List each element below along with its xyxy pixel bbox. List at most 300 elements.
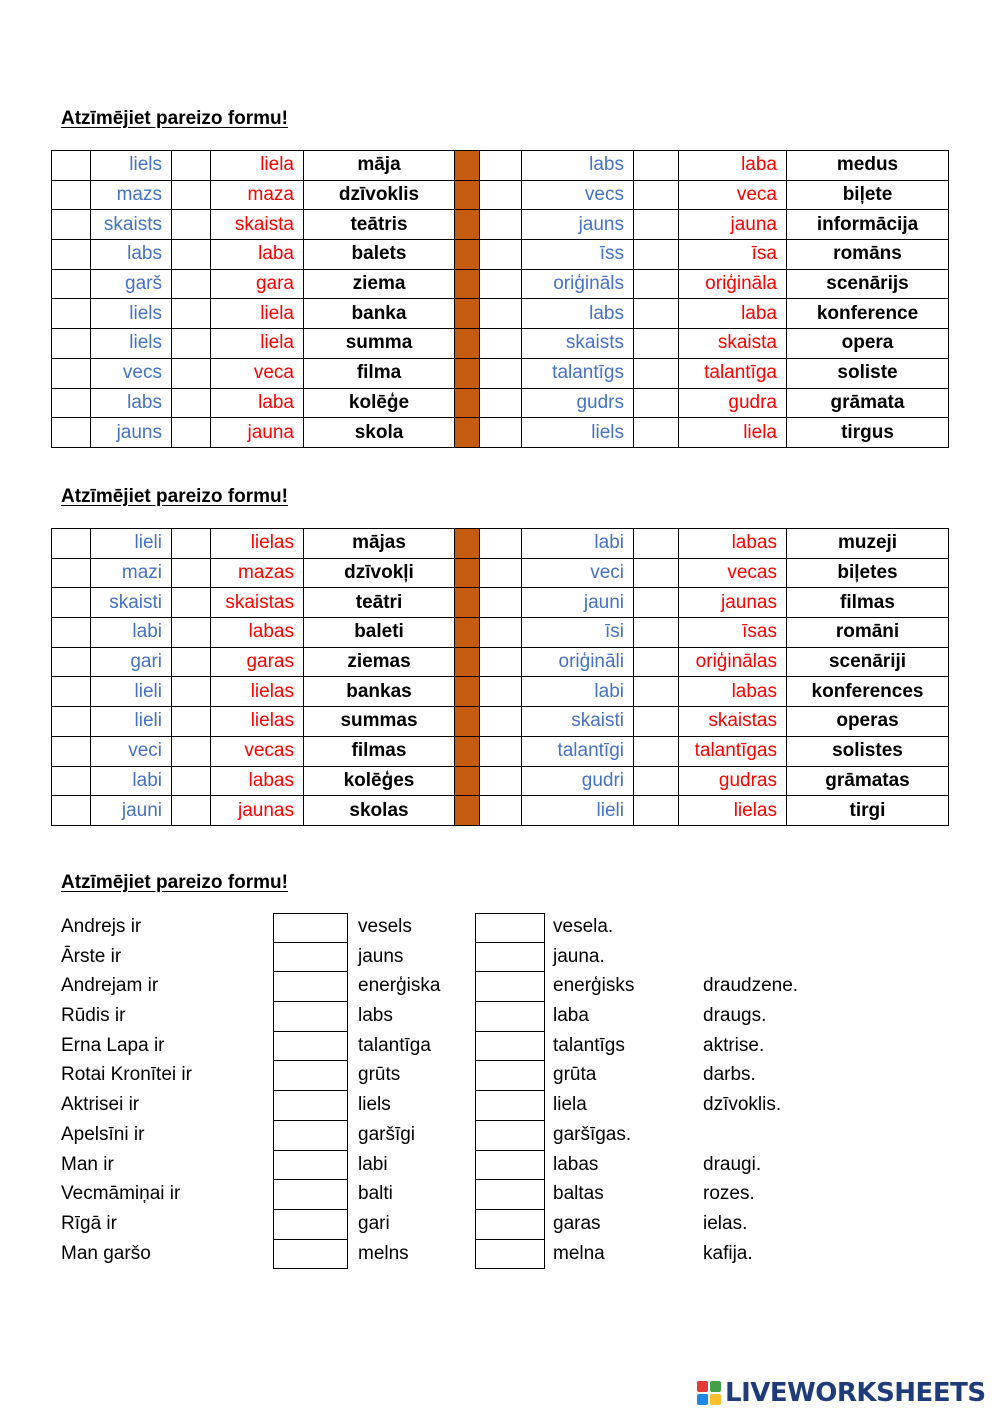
answer-checkbox[interactable]	[634, 529, 679, 559]
answer-checkbox[interactable]	[480, 707, 522, 737]
adjective-feminine: lielas	[211, 529, 304, 559]
option-1: labi	[358, 1153, 388, 1175]
adjective-feminine: vecas	[679, 558, 787, 588]
adjective-feminine: garas	[211, 647, 304, 677]
sentence-subject: Rūdis ir	[61, 1005, 126, 1027]
adjective-masculine: lieli	[91, 677, 172, 707]
noun: teātri	[304, 588, 455, 618]
sentence-subject: Rotai Kronītei ir	[61, 1064, 192, 1086]
adjective-masculine: oriģināli	[522, 647, 634, 677]
noun: solistes	[787, 736, 949, 766]
answer-checkbox[interactable]	[475, 1061, 545, 1091]
sentence-row	[61, 1091, 941, 1121]
answer-checkbox[interactable]	[273, 1121, 348, 1151]
noun: tirgus	[787, 418, 949, 448]
sentence-subject: Erna Lapa ir	[61, 1034, 165, 1056]
sentence-subject: Vecmāmiņai ir	[61, 1183, 181, 1205]
table-row	[52, 588, 949, 618]
option-1: gari	[358, 1212, 390, 1234]
adjective-feminine: talantīgas	[679, 736, 787, 766]
noun: banka	[304, 299, 455, 329]
sentence-row	[61, 1240, 941, 1270]
adjective-feminine: laba	[211, 388, 304, 418]
answer-checkbox[interactable]	[480, 358, 522, 388]
noun: skolas	[304, 796, 455, 826]
sentence-row	[61, 1180, 941, 1210]
sentence-row	[61, 1210, 941, 1240]
answer-checkbox[interactable]	[273, 1240, 348, 1270]
column-separator	[455, 707, 480, 737]
answer-checkbox[interactable]	[52, 210, 91, 240]
option-2: grūta	[553, 1064, 597, 1086]
option-1: talantīga	[358, 1034, 431, 1056]
column-separator	[455, 358, 480, 388]
adjective-masculine: lieli	[522, 796, 634, 826]
answer-checkbox[interactable]	[172, 240, 211, 270]
adjective-feminine: jaunas	[211, 796, 304, 826]
answer-checkbox[interactable]	[273, 913, 348, 943]
column-separator	[455, 588, 480, 618]
table-row	[52, 618, 949, 648]
adjective-feminine: labas	[679, 529, 787, 559]
adjective-feminine: lielas	[679, 796, 787, 826]
column-separator	[455, 618, 480, 648]
answer-checkbox[interactable]	[172, 418, 211, 448]
adjective-feminine: skaista	[679, 329, 787, 359]
answer-checkbox[interactable]	[634, 151, 679, 181]
answer-checkbox[interactable]	[172, 180, 211, 210]
table-row	[52, 558, 949, 588]
answer-checkbox[interactable]	[634, 588, 679, 618]
sentence-row	[61, 1121, 941, 1151]
sentence-noun: draugs.	[703, 1005, 767, 1027]
adjective-masculine: jauni	[522, 588, 634, 618]
adjective-feminine: labas	[679, 677, 787, 707]
answer-checkbox[interactable]	[172, 796, 211, 826]
noun: filmas	[304, 736, 455, 766]
answer-checkbox[interactable]	[475, 943, 545, 973]
option-2: vesela.	[553, 916, 614, 937]
noun: grāmatas	[787, 766, 949, 796]
answer-checkbox[interactable]	[634, 358, 679, 388]
answer-checkbox[interactable]	[172, 558, 211, 588]
answer-checkbox[interactable]	[52, 618, 91, 648]
exercise-1-table	[51, 150, 949, 448]
adjective-feminine: oriģināla	[679, 269, 787, 299]
table-row	[52, 180, 949, 210]
noun: dzīvokļi	[304, 558, 455, 588]
answer-checkbox[interactable]	[634, 329, 679, 359]
answer-checkbox[interactable]	[634, 677, 679, 707]
answer-checkbox[interactable]	[480, 558, 522, 588]
noun: māja	[304, 151, 455, 181]
noun: bankas	[304, 677, 455, 707]
sentence-noun: draudzene.	[703, 975, 799, 997]
answer-checkbox[interactable]	[475, 1002, 545, 1032]
sentence-subject: Apelsīni ir	[61, 1123, 145, 1145]
answer-checkbox[interactable]	[52, 358, 91, 388]
adjective-masculine: skaists	[522, 329, 634, 359]
answer-checkbox[interactable]	[634, 618, 679, 648]
answer-checkbox[interactable]	[480, 677, 522, 707]
answer-checkbox[interactable]	[273, 972, 348, 1002]
answer-checkbox[interactable]	[52, 329, 91, 359]
adjective-masculine: garš	[91, 269, 172, 299]
option-2: labas	[553, 1153, 599, 1175]
sentence-subject: Andrejam ir	[61, 975, 159, 997]
adjective-masculine: labs	[522, 299, 634, 329]
logo-square-1	[697, 1381, 708, 1392]
answer-checkbox[interactable]	[52, 529, 91, 559]
sentence-subject: Rīgā ir	[61, 1212, 117, 1234]
column-separator	[455, 269, 480, 299]
option-1: balti	[358, 1183, 393, 1205]
answer-checkbox[interactable]	[172, 329, 211, 359]
adjective-masculine: liels	[522, 418, 634, 448]
answer-checkbox[interactable]	[634, 210, 679, 240]
answer-checkbox[interactable]	[172, 647, 211, 677]
adjective-feminine: laba	[679, 299, 787, 329]
answer-checkbox[interactable]	[172, 588, 211, 618]
adjective-feminine: mazas	[211, 558, 304, 588]
table-row	[52, 388, 949, 418]
noun: informācija	[787, 210, 949, 240]
sentence-row	[61, 913, 941, 943]
sentence-noun: darbs.	[703, 1064, 756, 1086]
adjective-masculine: labi	[522, 677, 634, 707]
adjective-masculine: lieli	[91, 707, 172, 737]
adjective-feminine: lielas	[211, 707, 304, 737]
option-1: grūts	[358, 1064, 401, 1086]
exercise-3-heading: Atzīmējiet pareizo formu!	[61, 872, 288, 893]
column-separator	[455, 558, 480, 588]
answer-checkbox[interactable]	[172, 299, 211, 329]
adjective-feminine: liela	[211, 299, 304, 329]
answer-checkbox[interactable]	[634, 736, 679, 766]
adjective-feminine: jaunas	[679, 588, 787, 618]
answer-checkbox[interactable]	[52, 588, 91, 618]
answer-checkbox[interactable]	[52, 388, 91, 418]
table-row	[52, 269, 949, 299]
adjective-feminine: labas	[211, 618, 304, 648]
adjective-feminine: labas	[211, 766, 304, 796]
answer-checkbox[interactable]	[273, 1061, 348, 1091]
answer-checkbox[interactable]	[475, 913, 545, 943]
adjective-masculine: liels	[91, 329, 172, 359]
column-separator	[455, 299, 480, 329]
answer-checkbox[interactable]	[52, 647, 91, 677]
answer-checkbox[interactable]	[475, 1151, 545, 1181]
noun: ziema	[304, 269, 455, 299]
answer-checkbox[interactable]	[480, 299, 522, 329]
sentence-subject: Man ir	[61, 1153, 114, 1175]
option-1: garšīgi	[358, 1123, 416, 1145]
option-1: jauns	[358, 945, 404, 967]
answer-checkbox[interactable]	[52, 151, 91, 181]
noun: summa	[304, 329, 455, 359]
adjective-feminine: laba	[679, 151, 787, 181]
adjective-feminine: lielas	[211, 677, 304, 707]
column-separator	[455, 180, 480, 210]
adjective-masculine: mazi	[91, 558, 172, 588]
logo-text: LIVEWORKSHEETS	[725, 1378, 986, 1408]
adjective-feminine: skaistas	[211, 588, 304, 618]
option-2: garšīgas.	[553, 1123, 632, 1145]
answer-checkbox[interactable]	[634, 240, 679, 270]
logo-icon	[697, 1381, 721, 1405]
answer-checkbox[interactable]	[480, 529, 522, 559]
table-row	[52, 151, 949, 181]
noun: summas	[304, 707, 455, 737]
answer-checkbox[interactable]	[52, 736, 91, 766]
adjective-feminine: liela	[211, 329, 304, 359]
table-row	[52, 529, 949, 559]
adjective-feminine: skaista	[211, 210, 304, 240]
answer-checkbox[interactable]	[480, 151, 522, 181]
logo-square-2	[710, 1381, 721, 1392]
sentence-noun: draugi.	[703, 1153, 762, 1175]
answer-checkbox[interactable]	[480, 736, 522, 766]
answer-checkbox[interactable]	[480, 180, 522, 210]
answer-checkbox[interactable]	[634, 796, 679, 826]
adjective-masculine: jauns	[522, 210, 634, 240]
answer-checkbox[interactable]	[634, 418, 679, 448]
noun: biļete	[787, 180, 949, 210]
answer-checkbox[interactable]	[634, 766, 679, 796]
option-1: vesels	[358, 916, 412, 937]
answer-checkbox[interactable]	[172, 618, 211, 648]
noun: mājas	[304, 529, 455, 559]
adjective-feminine: īsa	[679, 240, 787, 270]
noun: scenāriji	[787, 647, 949, 677]
answer-checkbox[interactable]	[273, 943, 348, 973]
option-2: melna	[553, 1242, 605, 1264]
noun: ziemas	[304, 647, 455, 677]
adjective-masculine: veci	[522, 558, 634, 588]
answer-checkbox[interactable]	[172, 358, 211, 388]
answer-checkbox[interactable]	[52, 766, 91, 796]
adjective-masculine: mazs	[91, 180, 172, 210]
answer-checkbox[interactable]	[172, 529, 211, 559]
answer-checkbox[interactable]	[52, 240, 91, 270]
adjective-feminine: gara	[211, 269, 304, 299]
noun: konference	[787, 299, 949, 329]
noun: baleti	[304, 618, 455, 648]
answer-checkbox[interactable]	[480, 588, 522, 618]
adjective-masculine: skaists	[91, 210, 172, 240]
option-2: baltas	[553, 1183, 604, 1205]
noun: scenārijs	[787, 269, 949, 299]
adjective-masculine: labs	[91, 240, 172, 270]
option-2: talantīgs	[553, 1034, 625, 1056]
answer-checkbox[interactable]	[480, 269, 522, 299]
noun: filmas	[787, 588, 949, 618]
answer-checkbox[interactable]	[172, 766, 211, 796]
answer-checkbox[interactable]	[273, 1002, 348, 1032]
adjective-masculine: gudrs	[522, 388, 634, 418]
noun: operas	[787, 707, 949, 737]
answer-checkbox[interactable]	[475, 972, 545, 1002]
table-row	[52, 418, 949, 448]
adjective-masculine: liels	[91, 299, 172, 329]
adjective-feminine: īsas	[679, 618, 787, 648]
answer-checkbox[interactable]	[52, 269, 91, 299]
column-separator	[455, 766, 480, 796]
exercise-1-heading: Atzīmējiet pareizo formu!	[61, 108, 288, 129]
answer-checkbox[interactable]	[172, 210, 211, 240]
sentence-noun: rozes.	[703, 1183, 755, 1205]
option-2: garas	[553, 1212, 601, 1234]
answer-checkbox[interactable]	[172, 736, 211, 766]
column-separator	[455, 210, 480, 240]
answer-checkbox[interactable]	[634, 388, 679, 418]
answer-checkbox[interactable]	[52, 796, 91, 826]
table-row	[52, 240, 949, 270]
noun: soliste	[787, 358, 949, 388]
adjective-feminine: gudras	[679, 766, 787, 796]
adjective-masculine: labs	[522, 151, 634, 181]
column-separator	[455, 418, 480, 448]
answer-checkbox[interactable]	[475, 1121, 545, 1151]
answer-checkbox[interactable]	[480, 766, 522, 796]
answer-checkbox[interactable]	[634, 269, 679, 299]
adjective-feminine: jauna	[679, 210, 787, 240]
noun: konferences	[787, 677, 949, 707]
answer-checkbox[interactable]	[480, 418, 522, 448]
sentence-noun: ielas.	[703, 1212, 748, 1234]
sentence-subject: Andrejs ir	[61, 916, 142, 937]
adjective-masculine: lieli	[91, 529, 172, 559]
answer-checkbox[interactable]	[172, 269, 211, 299]
noun: muzeji	[787, 529, 949, 559]
exercise-2-heading: Atzīmējiet pareizo formu!	[61, 486, 288, 507]
logo-square-4	[710, 1394, 721, 1405]
answer-checkbox[interactable]	[273, 1180, 348, 1210]
sentence-subject: Ārste ir	[61, 945, 122, 967]
adjective-feminine: jauna	[211, 418, 304, 448]
option-2: laba	[553, 1005, 589, 1027]
adjective-feminine: gudra	[679, 388, 787, 418]
noun: teātris	[304, 210, 455, 240]
answer-checkbox[interactable]	[172, 677, 211, 707]
answer-checkbox[interactable]	[273, 1032, 348, 1062]
noun: filma	[304, 358, 455, 388]
adjective-masculine: īss	[522, 240, 634, 270]
adjective-feminine: talantīga	[679, 358, 787, 388]
table-row	[52, 210, 949, 240]
answer-checkbox[interactable]	[480, 329, 522, 359]
noun: romāns	[787, 240, 949, 270]
table-row	[52, 647, 949, 677]
answer-checkbox[interactable]	[52, 299, 91, 329]
answer-checkbox[interactable]	[475, 1180, 545, 1210]
answer-checkbox[interactable]	[273, 1151, 348, 1181]
answer-checkbox[interactable]	[172, 388, 211, 418]
answer-checkbox[interactable]	[172, 707, 211, 737]
table-row	[52, 329, 949, 359]
adjective-feminine: vecas	[211, 736, 304, 766]
option-2: jauna.	[553, 945, 605, 967]
answer-checkbox[interactable]	[52, 558, 91, 588]
adjective-masculine: oriģināls	[522, 269, 634, 299]
table-row	[52, 796, 949, 826]
adjective-masculine: talantīgi	[522, 736, 634, 766]
answer-checkbox[interactable]	[634, 707, 679, 737]
answer-checkbox[interactable]	[52, 180, 91, 210]
adjective-feminine: oriģinālas	[679, 647, 787, 677]
adjective-masculine: labs	[91, 388, 172, 418]
answer-checkbox[interactable]	[634, 558, 679, 588]
adjective-masculine: labi	[91, 618, 172, 648]
column-separator	[455, 796, 480, 826]
noun: kolēģe	[304, 388, 455, 418]
answer-checkbox[interactable]	[172, 151, 211, 181]
adjective-masculine: gudri	[522, 766, 634, 796]
answer-checkbox[interactable]	[480, 796, 522, 826]
answer-checkbox[interactable]	[634, 299, 679, 329]
option-1: liels	[358, 1094, 391, 1116]
adjective-masculine: gari	[91, 647, 172, 677]
table-row	[52, 358, 949, 388]
answer-checkbox[interactable]	[273, 1210, 348, 1240]
option-1: enerģiska	[358, 975, 441, 997]
table-row	[52, 736, 949, 766]
answer-checkbox[interactable]	[480, 240, 522, 270]
table-row	[52, 299, 949, 329]
answer-checkbox[interactable]	[634, 180, 679, 210]
sentence-subject: Man garšo	[61, 1242, 151, 1264]
column-separator	[455, 529, 480, 559]
adjective-masculine: īsi	[522, 618, 634, 648]
answer-checkbox[interactable]	[475, 1240, 545, 1270]
noun: balets	[304, 240, 455, 270]
answer-checkbox[interactable]	[475, 1210, 545, 1240]
column-separator	[455, 677, 480, 707]
noun: opera	[787, 329, 949, 359]
answer-checkbox[interactable]	[480, 388, 522, 418]
noun: skola	[304, 418, 455, 448]
adjective-masculine: jauns	[91, 418, 172, 448]
adjective-feminine: laba	[211, 240, 304, 270]
adjective-feminine: maza	[211, 180, 304, 210]
answer-checkbox[interactable]	[480, 210, 522, 240]
answer-checkbox[interactable]	[475, 1032, 545, 1062]
option-1: melns	[358, 1242, 409, 1264]
noun: romāni	[787, 618, 949, 648]
answer-checkbox[interactable]	[480, 647, 522, 677]
answer-checkbox[interactable]	[480, 618, 522, 648]
answer-checkbox[interactable]	[475, 1091, 545, 1121]
adjective-feminine: liela	[211, 151, 304, 181]
noun: grāmata	[787, 388, 949, 418]
noun: kolēģes	[304, 766, 455, 796]
adjective-masculine: jauni	[91, 796, 172, 826]
answer-checkbox[interactable]	[52, 418, 91, 448]
answer-checkbox[interactable]	[52, 677, 91, 707]
sentence-row	[61, 1002, 941, 1032]
answer-checkbox[interactable]	[52, 707, 91, 737]
noun: medus	[787, 151, 949, 181]
answer-checkbox[interactable]	[634, 647, 679, 677]
adjective-masculine: labi	[522, 529, 634, 559]
sentence-row	[61, 1061, 941, 1091]
exercise-3-list	[61, 913, 941, 1269]
column-separator	[455, 240, 480, 270]
noun: tirgi	[787, 796, 949, 826]
sentence-noun: kafija.	[703, 1242, 753, 1264]
adjective-masculine: vecs	[522, 180, 634, 210]
answer-checkbox[interactable]	[273, 1091, 348, 1121]
